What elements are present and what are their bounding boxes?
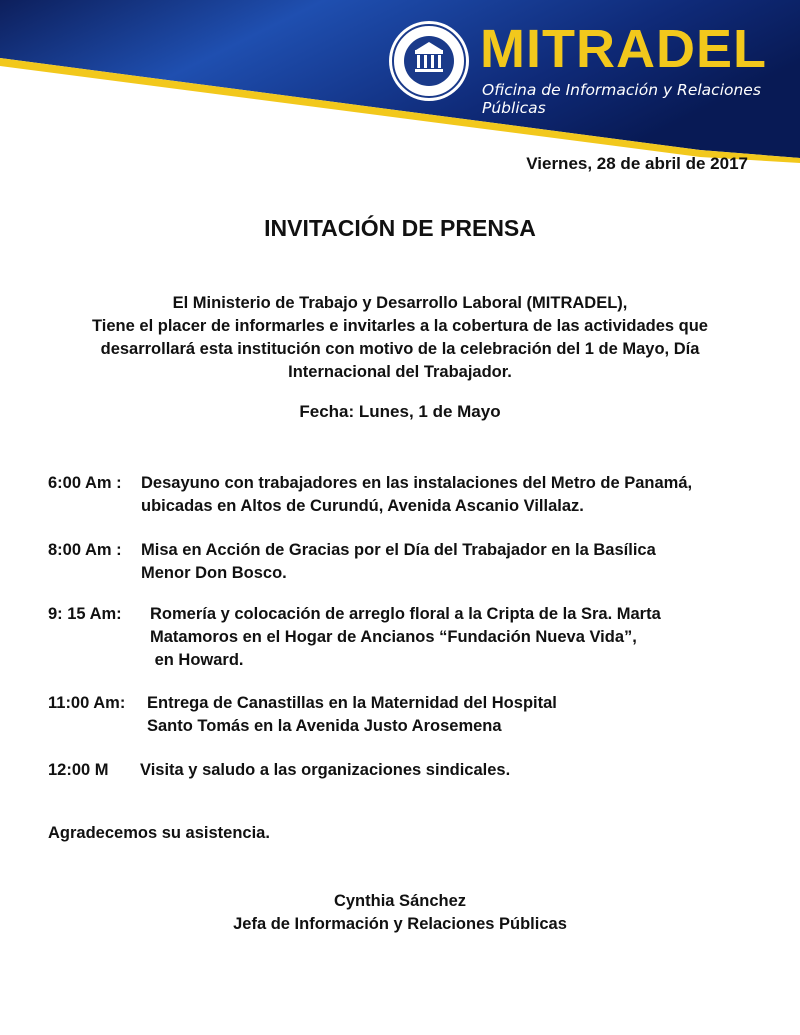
brand-name: MITRADEL [480,19,767,79]
header-banner [0,0,800,170]
ministry-seal [388,20,470,102]
signature-role: Jefa de Información y Relaciones Públicas [233,915,567,933]
signature-block [0,890,800,936]
document-title: INVITACIÓN DE PRENSA [264,215,536,241]
schedule-line: en Howard. [150,651,244,669]
intro-line: desarrollará esta institución con motivo de la celebración del 1 de Mayo, Día [100,340,700,358]
intro-paragraph [40,292,760,384]
schedule-item [48,472,752,518]
schedule-item [48,539,752,585]
schedule-line: Menor Don Bosco. [141,564,287,582]
schedule-line: Matamoros en el Hogar de Ancianos “Fundación Nueva Vida”, [150,628,637,646]
schedule-item [48,759,752,782]
schedule-line: Desayuno con trabajadores en las instalaciones del Metro de Panamá, [141,474,693,492]
closing-text: Agradecemos su asistencia. [48,824,270,842]
press-date: Viernes, 28 de abril de 2017 [526,154,748,173]
schedule-time: 12:00 M [48,761,109,779]
schedule-line: Entrega de Canastillas en la Maternidad del Hospital [147,694,557,712]
schedule-item [48,692,752,738]
schedule-line: Visita y saludo a las organizaciones sindicales. [140,761,511,779]
schedule-time: 8:00 Am : [48,541,122,559]
intro-line: Tiene el placer de informarles e invitarles a la cobertura de las actividades que [92,317,708,335]
schedule-time: 9: 15 Am: [48,605,122,623]
schedule-item [48,603,752,672]
schedule-line: Santo Tomás en la Avenida Justo Arosemena [147,717,502,735]
schedule-line: Misa en Acción de Gracias por el Día del Trabajador en la Basílica [141,541,656,559]
signature-name: Cynthia Sánchez [333,892,467,910]
schedule-time: 11:00 Am: [48,694,126,712]
schedule-line: Romería y colocación de arreglo floral a la Cripta de la Sra. Marta [150,605,661,623]
office-tagline: Oficina de Información y Relaciones Públicas [482,81,761,117]
intro-line: El Ministerio de Trabajo y Desarrollo Laboral (MITRADEL), [172,294,628,312]
schedule-line: ubicadas en Altos de Curundú, Avenida Ascanio Villalaz. [141,497,584,515]
event-date: Fecha: Lunes, 1 de Mayo [299,402,501,421]
intro-line: Internacional del Trabajador. [288,363,512,381]
schedule-time: 6:00 Am : [48,474,122,492]
